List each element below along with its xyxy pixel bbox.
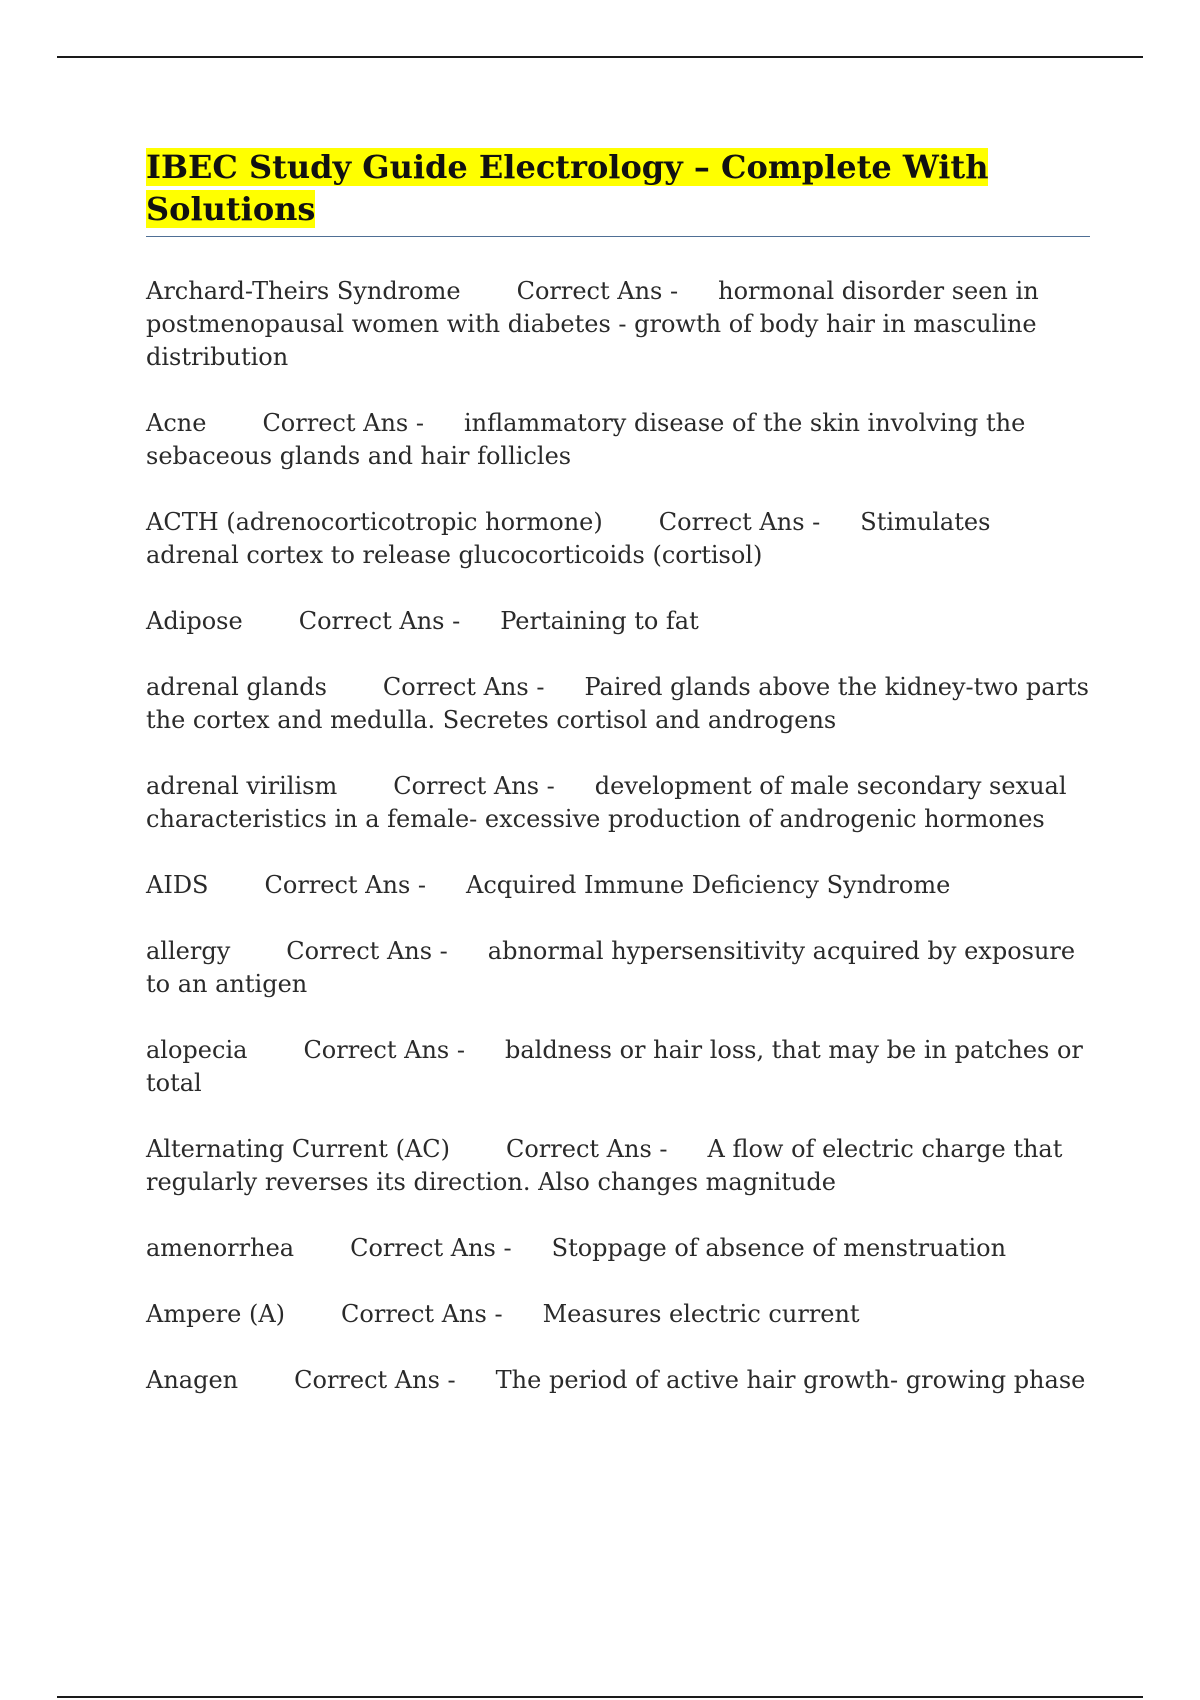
entry-term: adrenal virilism	[146, 772, 338, 800]
entry-answer-label: Correct Ans -	[341, 1300, 503, 1328]
entry-answer-label: Correct Ans -	[294, 1366, 456, 1394]
entry-term: Archard-Theirs Syndrome	[146, 277, 461, 305]
entry-term: Adipose	[146, 607, 243, 635]
entry-answer-label: Correct Ans -	[382, 673, 545, 701]
title-line-1: IBEC Study Guide Electrology – Complete With	[146, 148, 989, 186]
list-item	[146, 407, 1090, 473]
list-item	[146, 869, 1090, 902]
entry-term: Ampere (A)	[146, 1300, 286, 1328]
list-item	[146, 1364, 1090, 1397]
title-block	[146, 146, 1090, 237]
entry-answer-label: Correct Ans -	[264, 871, 427, 899]
entry-definition: Paired glands above the kidney-two parts the cortex and medulla. Secretes cortisol and androgens	[146, 673, 1089, 734]
list-item	[146, 935, 1090, 1001]
entry-definition: development of male secondary sexual characteristics in a female- excessive production of androgenic hormones	[146, 772, 1067, 833]
header-rule	[57, 56, 1143, 58]
entry-definition: Stoppage of absence of menstruation	[551, 1234, 1007, 1262]
list-item	[146, 770, 1090, 836]
list-item	[146, 1034, 1090, 1100]
entry-definition: Stimulates adrenal cortex to release glucocorticoids (cortisol)	[146, 508, 991, 569]
entry-definition: baldness or hair loss, that may be in patches or total	[146, 1036, 1083, 1097]
entry-answer-label: Correct Ans -	[516, 277, 679, 305]
entry-answer-label: Correct Ans -	[303, 1036, 465, 1064]
list-item	[146, 1232, 1090, 1265]
entry-definition: hormonal disorder seen in postmenopausal women with diabetes - growth of body hair in masculine distribution	[146, 277, 1039, 371]
list-item	[146, 1298, 1090, 1331]
entry-definition: A flow of electric charge that regularly reverses its direction. Also changes magnitude	[146, 1135, 1063, 1196]
entry-definition: Acquired Immune Deficiency Syndrome	[466, 871, 951, 899]
entry-answer-label: Correct Ans -	[262, 409, 424, 437]
entry-term: Anagen	[146, 1366, 239, 1394]
entry-answer-label: Correct Ans -	[286, 937, 448, 965]
entry-definition: The period of active hair growth- growing phase	[495, 1366, 1086, 1394]
entry-answer-label: Correct Ans -	[298, 607, 461, 635]
entry-term: Alternating Current (AC)	[146, 1135, 450, 1163]
entry-definition: Pertaining to fat	[500, 607, 699, 635]
document-title	[146, 146, 1090, 230]
document-body	[146, 146, 1090, 1430]
list-item	[146, 1133, 1090, 1199]
entry-term: AIDS	[146, 871, 209, 899]
entry-answer-label: Correct Ans -	[505, 1135, 668, 1163]
entry-term: allergy	[146, 937, 231, 965]
list-item	[146, 275, 1090, 374]
list-item	[146, 605, 1090, 638]
entry-term: Acne	[146, 409, 207, 437]
entry-answer-label: Correct Ans -	[393, 772, 555, 800]
list-item	[146, 671, 1090, 737]
entry-term: ACTH (adrenocorticotropic hormone)	[146, 508, 603, 536]
entry-answer-label: Correct Ans -	[658, 508, 821, 536]
footer-rule	[57, 1696, 1143, 1698]
entry-definition: abnormal hypersensitivity acquired by exposure to an antigen	[146, 937, 1076, 998]
entry-answer-label: Correct Ans -	[350, 1234, 512, 1262]
entry-definition: inflammatory disease of the skin involving the sebaceous glands and hair follicles	[146, 409, 1026, 470]
entry-term: alopecia	[146, 1036, 248, 1064]
entry-term: adrenal glands	[146, 673, 327, 701]
entry-definition: Measures electric current	[542, 1300, 860, 1328]
list-item	[146, 506, 1090, 572]
entry-list	[146, 275, 1090, 1397]
entry-term: amenorrhea	[146, 1234, 295, 1262]
title-line-2: Solutions	[146, 190, 316, 228]
